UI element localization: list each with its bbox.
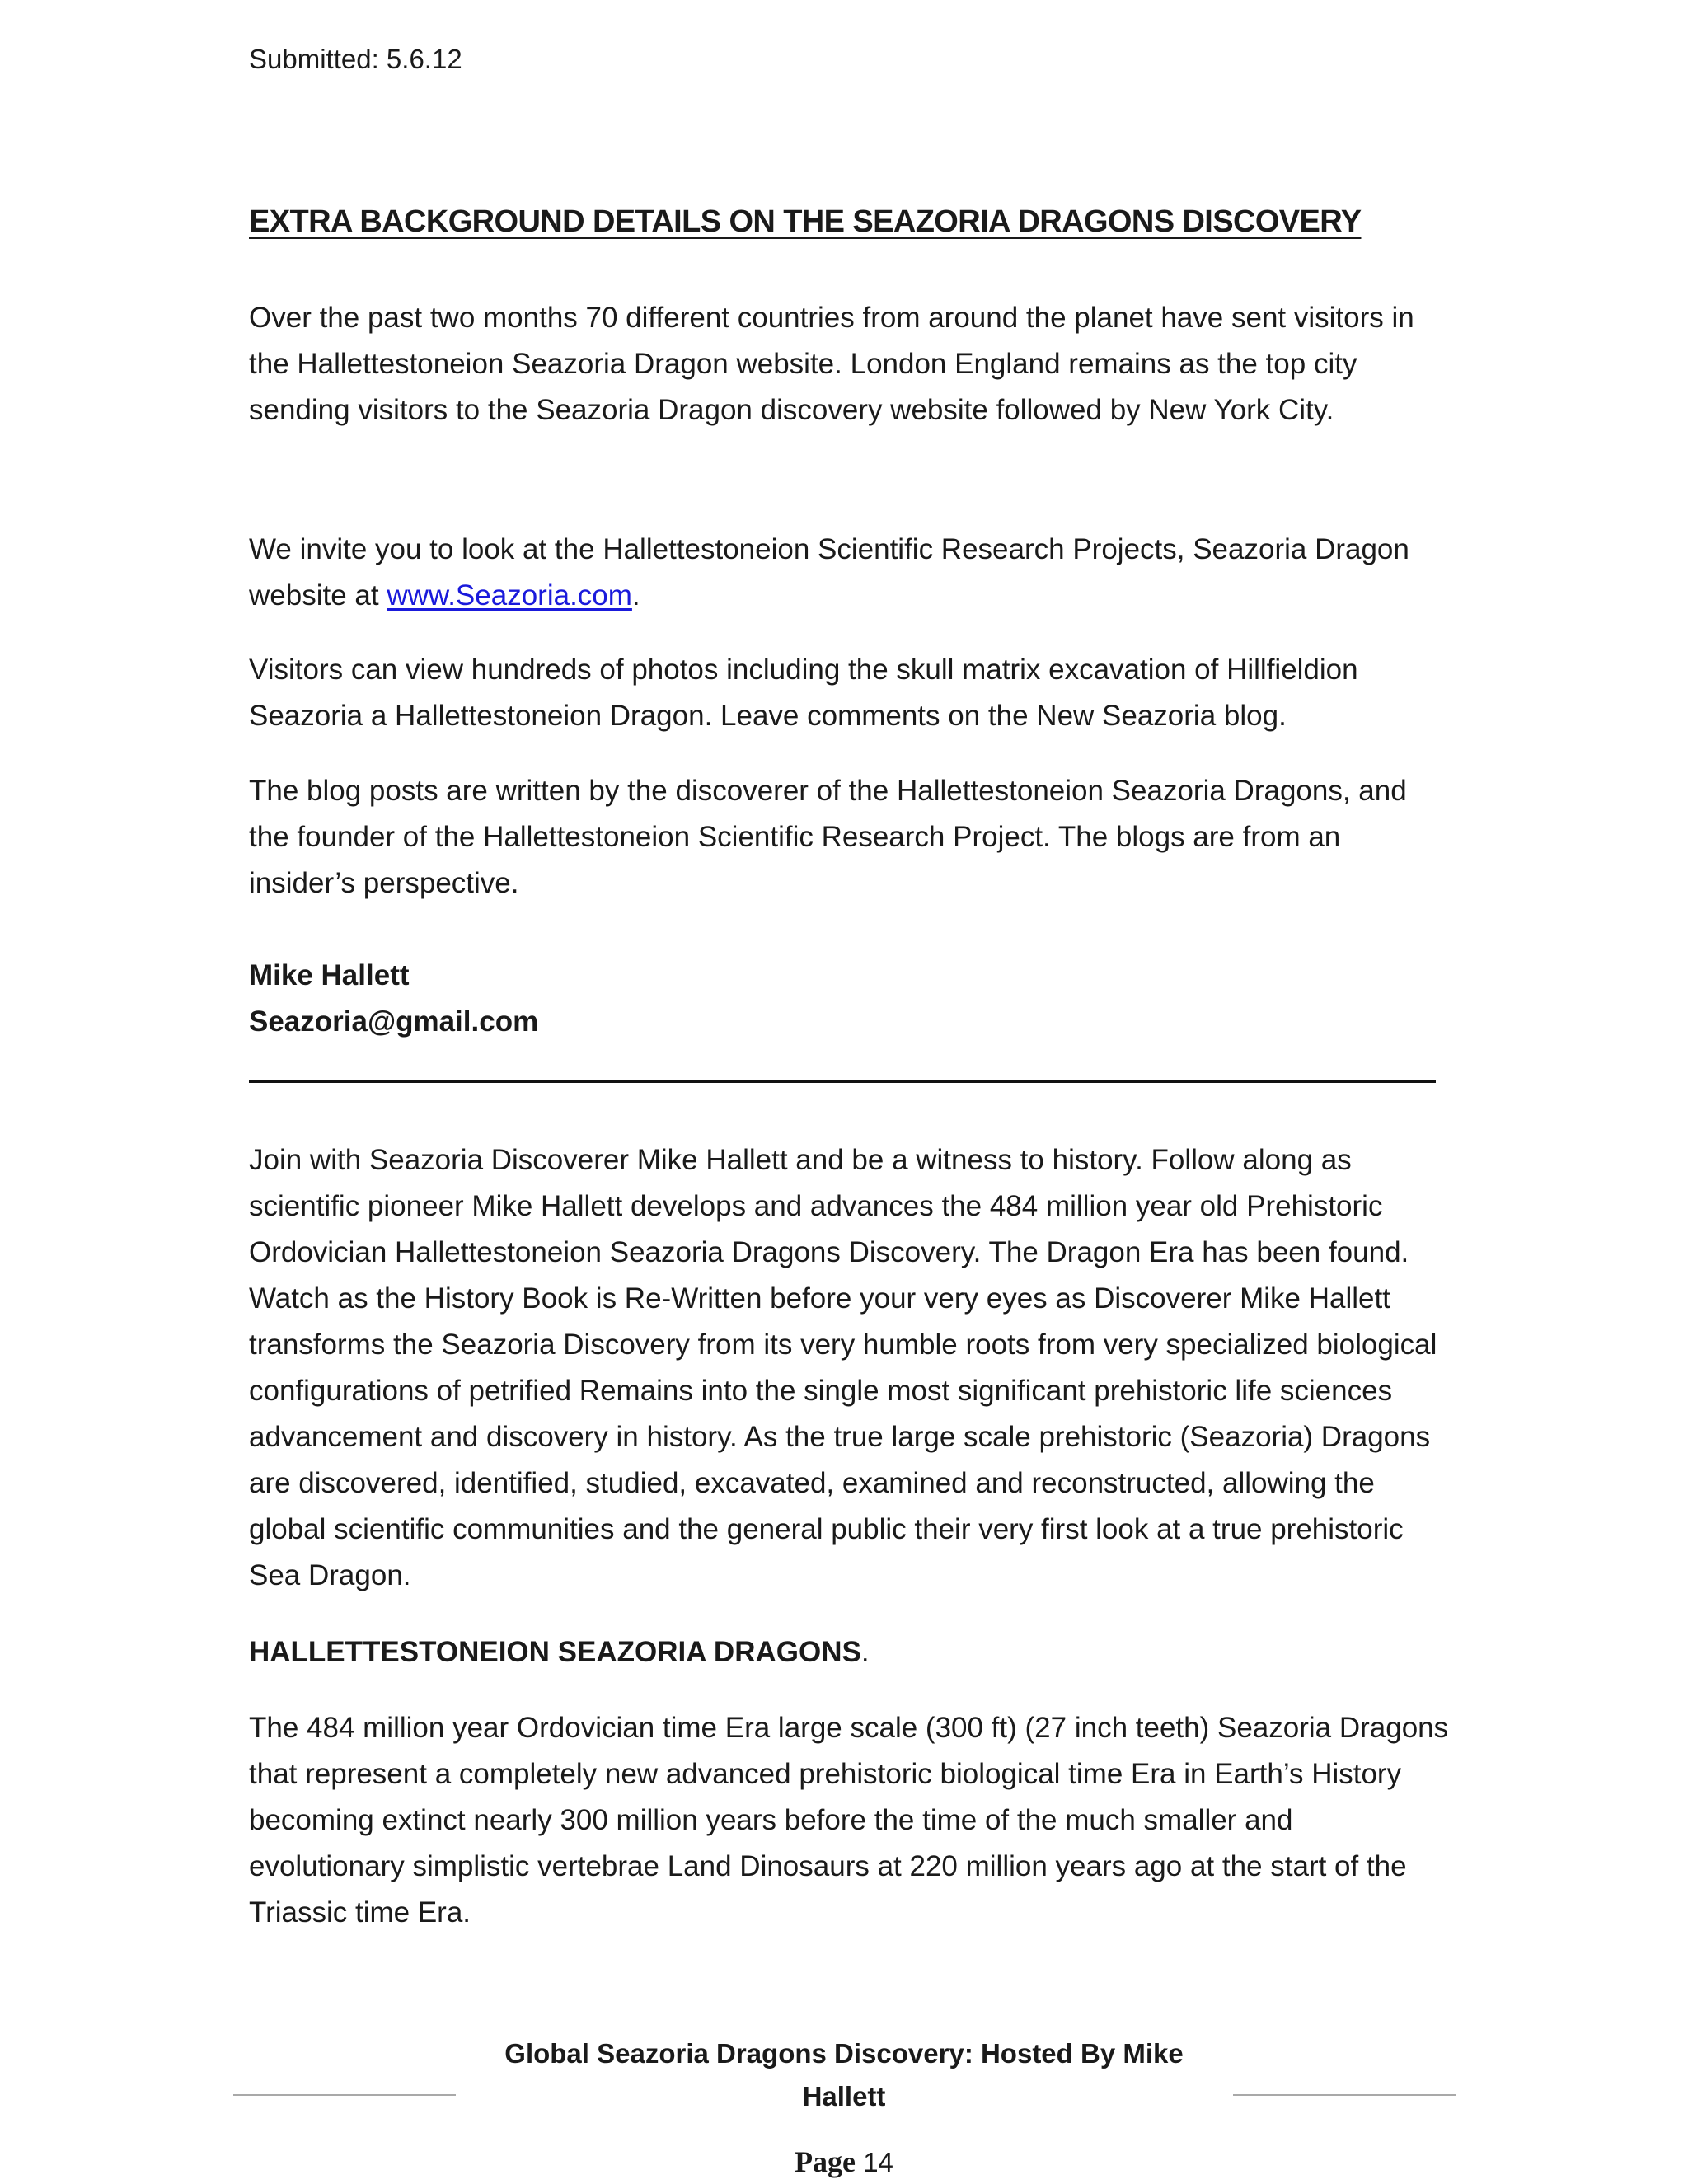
invite-period: . — [631, 579, 640, 612]
blog-paragraph: The blog posts are written by the discoverer of the Hallettestoneion Seazoria Dragons, and the founder of the Hallettestoneion Scientific Research Project. The blogs are from an insider’s perspective. — [249, 775, 1407, 899]
signature-block — [249, 953, 538, 1045]
invite-paragraph — [249, 527, 1452, 619]
page-number-value: 14 — [863, 2147, 893, 2177]
author-email: Seazoria@gmail.com — [249, 1005, 539, 1038]
author-name: Mike Hallett — [249, 959, 410, 991]
horizontal-divider — [249, 1080, 1436, 1083]
page-number — [679, 2144, 1009, 2181]
visitors-paragraph: Over the past two months 70 different countries from around the planet have sent visitors in the Hallettestoneion Seazoria Dragon website. London England remains as the top city sending visitors to the Seazoria Dragon discovery website followed by New York City. — [249, 302, 1414, 426]
footer-rule-left — [233, 2094, 456, 2096]
section-heading-text: HALLETTESTONEION SEAZORIA DRAGONS — [249, 1636, 861, 1668]
section-heading — [249, 1629, 870, 1675]
document-title: EXTRA BACKGROUND DETAILS ON THE SEAZORIA DRAGONS DISCOVERY — [249, 204, 1362, 239]
submitted-date: Submitted: 5.6.12 — [249, 44, 462, 74]
photos-paragraph: Visitors can view hundreds of photos including the skull matrix excavation of Hillfieldion Seazoria a Hallettestoneion Dragon. Leave comments on the New Seazoria blog. — [249, 654, 1358, 732]
ordovician-paragraph: The 484 million year Ordovician time Era large scale (300 ft) (27 inch teeth) Seazoria Dragons that represent a completely new advanced prehistoric biological time Era in Earth’s History becoming extinct nearly 300 million years before the time of the much smaller and evolutionary simplistic vertebrae Land Dinosaurs at 220 million years ago at the start of the Triassic time Era. — [249, 1712, 1449, 1929]
website-link[interactable]: www.Seazoria.com — [387, 579, 632, 612]
join-paragraph: Join with Seazoria Discoverer Mike Hallett and be a witness to history. Follow along as scientific pioneer Mike Hallett develops and advances the 484 million year old Prehistoric Ordovician Hallettestoneion Seazoria Dragons Discovery. The Dragon Era has been found. Watch as the History Book is Re-Written before your very eyes as Discoverer Mike Hallett transforms the Seazoria Discovery from its very humble roots from very specialized biological configurations of petrified Remains into the single most significant prehistoric life sciences advancement and discovery in history. As the true large scale prehistoric (Seazoria) Dragons are discovered, identified, studied, excavated, examined and reconstructed, allowing the global scientific communities and the general public their very first look at a true prehistoric Sea Dragon. — [249, 1144, 1437, 1591]
footer-rule-right — [1233, 2094, 1456, 2096]
page-label: Page — [795, 2145, 856, 2178]
section-heading-period: . — [860, 1636, 870, 1668]
footer-hosted-by: Global Seazoria Dragons Discovery: Hosted By Mike Hallett — [504, 2038, 1184, 2111]
invite-text: We invite you to look at the Hallettestoneion Scientific Research Projects, Seazoria Dragon website at — [249, 533, 1409, 612]
